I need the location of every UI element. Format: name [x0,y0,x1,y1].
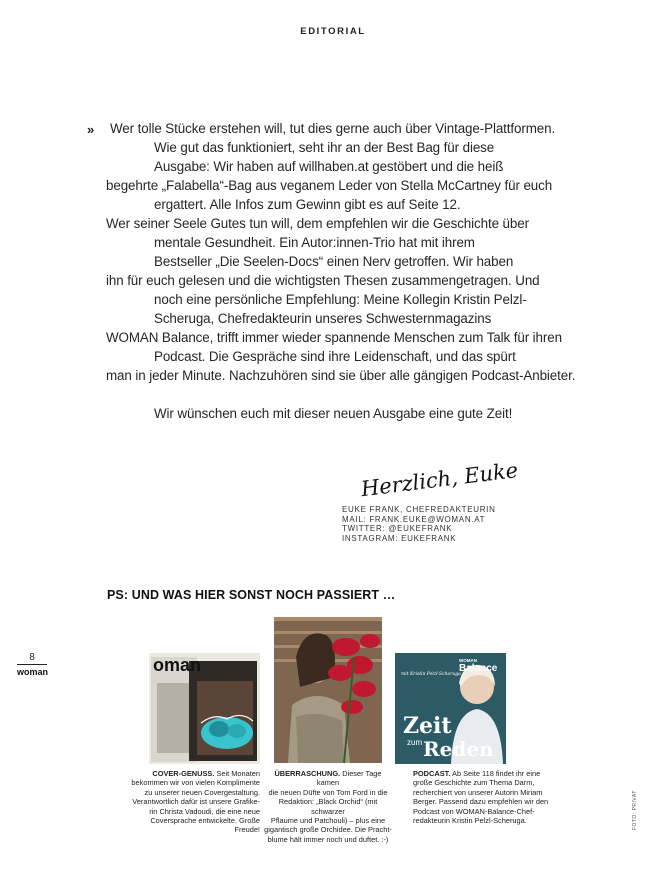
orchid-photo [274,617,382,763]
editorial-line: begehrte „Falabella“-Bag aus veganem Leder von Stella McCartney für euch [106,178,553,193]
caption-title: COVER-GENUSS. [152,769,215,778]
caption-text: Berger. Passend dazu empfehlen wir den [413,797,549,807]
caption-text: die neuen Düfte von Tom Ford in die [268,787,388,797]
podcast-title-3: Reden [423,737,494,761]
caption-text: zu unserer neuen Covergestaltung. [144,787,260,797]
editorial-line: Scheruga, Chefredakteurin unseres Schwesternmagazins [154,311,492,326]
podcast-brand-small: WOMAN [459,658,477,663]
podcast-cover [395,653,506,764]
ps-heading: PS: UND WAS HIER SONST NOCH PASSIERT … [107,588,396,602]
editorial-line: man in jeder Minute. Nachzuhören sind sie über alle gängigen Podcast-Anbieter. [106,368,576,383]
caption-text: Dieser Tage kamen [316,769,382,788]
editorial-line: Wer tolle Stücke erstehen will, tut dies gerne auch über Vintage-Plattformen. [110,121,556,136]
caption-text: blume hält immer noch und duftet. :-) [267,834,389,844]
caption-text: Seit Monaten [216,769,260,778]
caption-text: große Geschichte zum Thema Darm, [413,778,535,788]
section-header: EDITORIAL [300,26,366,37]
author-name: EUKE FRANK, CHEFREDAKTEURIN [342,505,496,514]
caption-text: redakteurin Kristin Pelzl-Scheruga. [413,816,527,826]
caption-text: Podcast von WOMAN-Balance-Chef- [413,806,535,816]
caption-text: Ab Seite 118 findet ihr eine [452,769,541,778]
contact-block [342,505,496,543]
editorial-line: Wer seiner Seele Gutes tun will, dem empfehlen wir die Geschichte über [106,216,529,231]
author-instagram: INSTAGRAM: EUKEFRANK [342,533,457,543]
magazine-covers-photo [149,653,260,764]
caption-cover [128,769,260,835]
podcast-brand: Balance [459,663,498,674]
magazine-name: woman [17,667,49,677]
editorial-line: mentale Gesundheit. Ein Autor:innen-Trio hat mit ihrem [154,235,475,250]
caption-text: bekommen wir von vielen Komplimente [131,778,260,788]
podcast-host: mit Kristin Pelzl-Scheruga [401,672,461,677]
caption-title: PODCAST. [413,769,451,778]
editorial-line: Podcast. Die Gespräche sind ihre Leidenschaft, und das spürt [154,349,516,364]
editorial-line: noch eine persönliche Empfehlung: Meine Kollegin Kristin Pelzl- [154,292,527,307]
podcast-title-1: Zeit [403,713,452,739]
caption-surprise [264,769,392,844]
caption-podcast [413,769,553,825]
caption-text: Coversprache entwickelte. Große Freude! [150,816,260,835]
editorial-line: ihn für euch gelesen und die wichtigsten Thesen zusammengetragen. Und [106,273,540,288]
caption-title: ÜBERRASCHUNG. [274,769,341,778]
editorial-line: Bestseller „Die Seelen-Docs“ einen Nerv getroffen. Wir haben [154,254,514,269]
cover-wordmark: oman [153,655,202,675]
paragraph-marker: » [87,122,95,137]
editorial-line: ergattert. Alle Infos zum Gewinn gibt es auf Seite 12. [154,197,461,212]
editorial-line: Wie gut das funktioniert, seht ihr an der Best Bag für diese [154,140,495,155]
author-mail: MAIL: FRANK.EUKE@WOMAN.AT [342,514,486,524]
caption-text: rin Christa Vadoudi, die eine neue [149,806,260,816]
page-number-block [17,652,47,677]
caption-text: gigantisch große Orchidee. Die Pracht- [264,825,392,835]
signature-text: Herzlich, Euke [359,458,520,502]
editorial-closing-line: Wir wünschen euch mit dieser neuen Ausgabe eine gute Zeit! [154,406,513,421]
author-twitter: TWITTER: @EUKEFRANK [342,524,453,534]
signature [358,452,520,502]
page-number: 8 [17,652,47,665]
caption-text: recherchiert von unserer Autorin Miriam [413,787,543,797]
editorial-line: WOMAN Balance, trifft immer wieder spannende Menschen zum Talk für ihren [106,330,562,345]
podcast-title-2: zum [407,738,423,747]
caption-text: Redaktion: „Black Orchid“ (mit schwarzer [278,797,378,816]
editorial-line: Ausgabe: Wir haben auf willhaben.at gestöbert und die heiß [154,159,504,174]
photo-credit: FOTO: PRIVAT [632,790,638,830]
caption-text: Verantwortlich dafür ist unsere Grafike- [132,797,260,807]
caption-text: Pflaume und Patchouli) – plus eine [270,816,386,826]
